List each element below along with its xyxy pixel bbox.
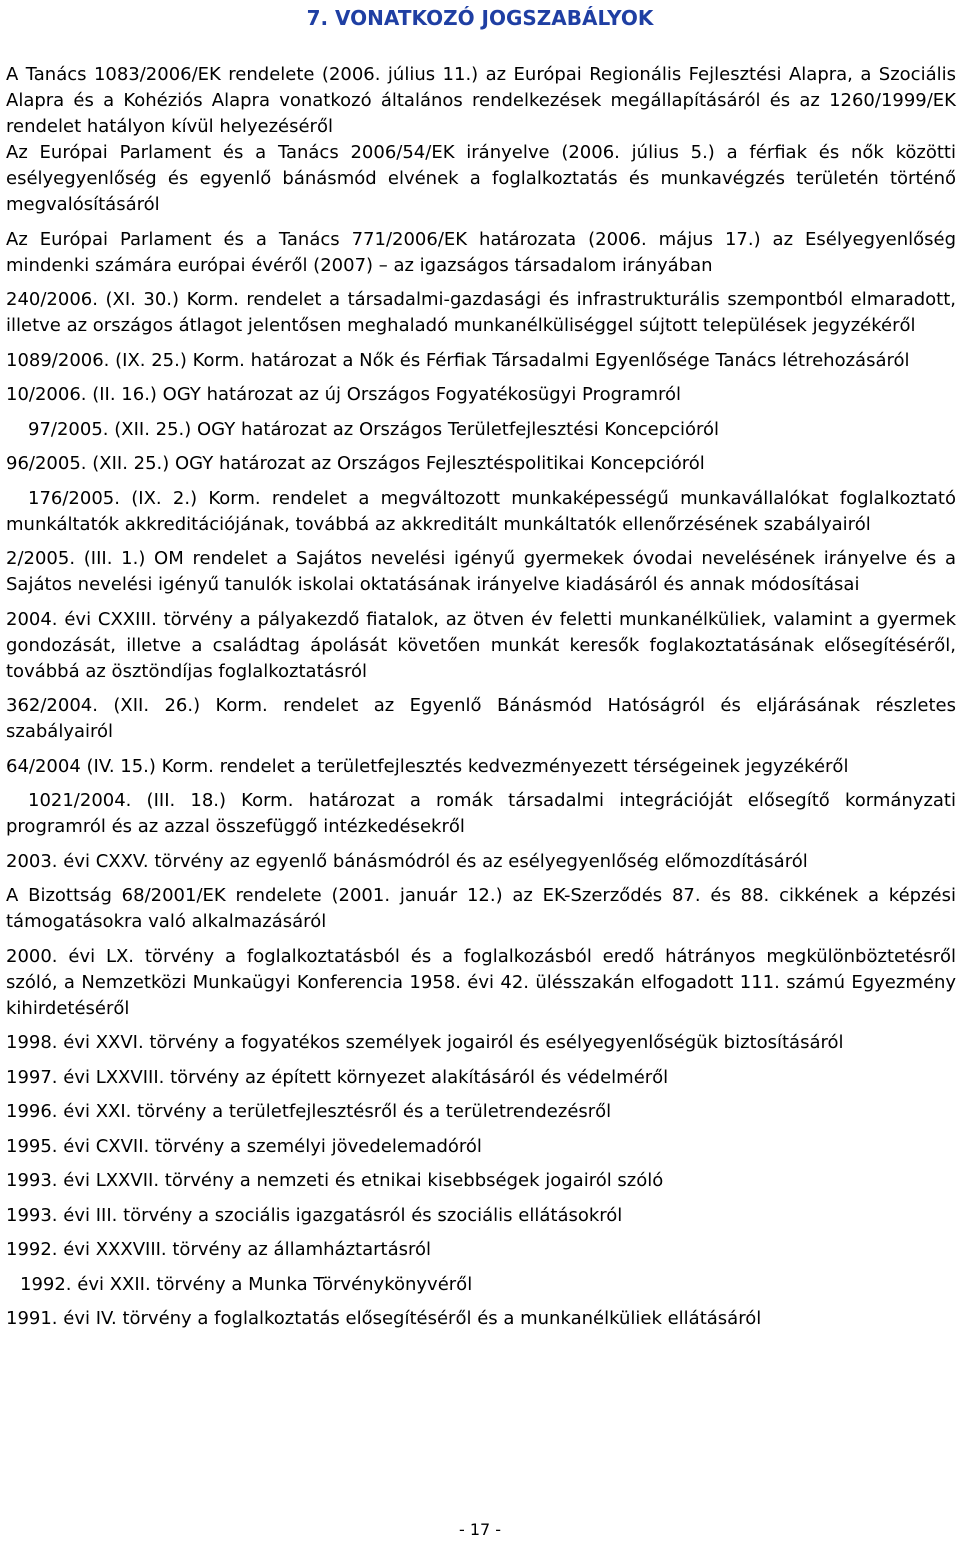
legislation-entry: 10/2006. (II. 16.) OGY határozat az új Országos Fogyatékosügyi Programról xyxy=(6,384,682,405)
legislation-list xyxy=(6,62,956,1341)
legislation-entry: 1992. évi XXXVIII. törvény az államháztartásról xyxy=(6,1239,432,1260)
legislation-entry: 1089/2006. (IX. 25.) Korm. határozat a Nők és Férfiak Társadalmi Egyenlősége Tanács létrehozásáról xyxy=(6,349,910,371)
legislation-entry: 1992. évi XXII. törvény a Munka Törvénykönyvéről xyxy=(20,1273,473,1295)
legislation-entry: 97/2005. (XII. 25.) OGY határozat az Országos Területfejlesztési Koncepcióról xyxy=(28,418,720,440)
legislation-entry: 64/2004 (IV. 15.) Korm. rendelet a területfejlesztés kedvezményezett térségeinek jegyzékéről xyxy=(6,755,849,777)
legislation-entry: 362/2004. (XII. 26.) Korm. rendelet az Egyenlő Bánásmód Hatóságról és eljárásának részletes szabályairól xyxy=(6,695,956,742)
legislation-entry: 2004. évi CXXIII. törvény a pályakezdő fiatalok, az ötven év feletti munkanélküliek, valamint a gyermek gondozását, illetve a családtag ápolását követően munkát keresők foglakoztatásának elősegítéséről, továbbá az ösztöndíjas foglalkoztatásról xyxy=(6,608,956,682)
legislation-entry: 2003. évi CXXV. törvény az egyenlő bánásmódról és az esélyegyenlőség előmozdításáról xyxy=(6,850,808,872)
legislation-entry: 1998. évi XXVI. törvény a fogyatékos személyek jogairól és esélyegyenlőségük biztosításáról xyxy=(6,1032,844,1053)
legislation-entry: A Bizottság 68/2001/EK rendelete (2001. január 12.) az EK-Szerződés 87. és 88. cikkének a képzési támogatásokra való alkalmazásáról xyxy=(6,885,956,932)
legislation-entry: Az Európai Parlament és a Tanács 2006/54/EK irányelve (2006. július 5.) a férfiak és nők közötti esélyegyenlőség és egyenlő bánásmód elvének a foglalkoztatás és munkavégzés területén történő megvalósításáról xyxy=(6,142,956,215)
section-heading: 7. VONATKOZÓ JOGSZABÁLYOK xyxy=(306,6,654,30)
legislation-entry: 1993. évi III. törvény a szociális igazgatásról és szociális ellátásokról xyxy=(6,1204,623,1226)
legislation-entry: 1993. évi LXXVII. törvény a nemzeti és etnikai kisebbségek jogairól szóló xyxy=(6,1170,664,1191)
legislation-entry: 1997. évi LXXVIII. törvény az épített környezet alakításáról és védelméről xyxy=(6,1066,669,1088)
legislation-entry: 1995. évi CXVII. törvény a személyi jövedelemadóról xyxy=(6,1135,482,1157)
legislation-entry: 1996. évi XXI. törvény a területfejlesztésről és a területrendezésről xyxy=(6,1101,612,1122)
page-number: - 17 - xyxy=(458,1520,502,1539)
legislation-entry: 96/2005. (XII. 25.) OGY határozat az Országos Fejlesztéspolitikai Koncepcióról xyxy=(6,453,705,474)
legislation-entry: Az Európai Parlament és a Tanács 771/2006/EK határozata (2006. május 17.) az Esélyegyenlőség mindenki számára európai évéről (2007) – az igazságos társadalom irányában xyxy=(6,228,956,276)
legislation-entry: 1021/2004. (III. 18.) Korm. határozat a romák társadalmi integrációját elősegítő kormányzati programról és az azzal összefüggő intézkedésekről xyxy=(6,790,956,837)
legislation-entry: A Tanács 1083/2006/EK rendelete (2006. július 11.) az Európai Regionális Fejlesztési Alapra, a Szociális Alapra és a Kohéziós Alapra vonatkozó általános rendelkezések megállapításáról és az 1260/1999/EK rendelet hatályon kívül helyezéséről xyxy=(6,64,956,137)
legislation-entry: 1991. évi IV. törvény a foglalkoztatás elősegítéséről és a munkanélküliek ellátásáról xyxy=(6,1308,762,1329)
legislation-entry: 2000. évi LX. törvény a foglalkoztatásból és a foglalkozásból eredő hátrányos megkülönböztetésről szóló, a Nemzetközi Munkaügyi Konferencia 1958. évi 42. ülésszakán elfogadott 111. számú Egyezmény kihirdetéséről xyxy=(6,945,956,1019)
legislation-entry: 2/2005. (III. 1.) OM rendelet a Sajátos nevelési igényű gyermekek óvodai nevelésének irányelve és a Sajátos nevelési igényű tanulók iskolai oktatásának irányelve kiadásáról és annak módosításai xyxy=(6,548,956,595)
legislation-entry: 240/2006. (XI. 30.) Korm. rendelet a társadalmi-gazdasági és infrastrukturális szempontból elmaradott, illetve az országos átlagot jelentősen meghaladó munkanélküliséggel sújtott települések jegyzékéről xyxy=(6,289,956,336)
legislation-entry: 176/2005. (IX. 2.) Korm. rendelet a megváltozott munkaképességű munkavállalókat foglalkoztató munkáltatók akkreditációjának, továbbá az akkreditált munkáltatók ellenőrzésének szabályairól xyxy=(6,487,956,535)
